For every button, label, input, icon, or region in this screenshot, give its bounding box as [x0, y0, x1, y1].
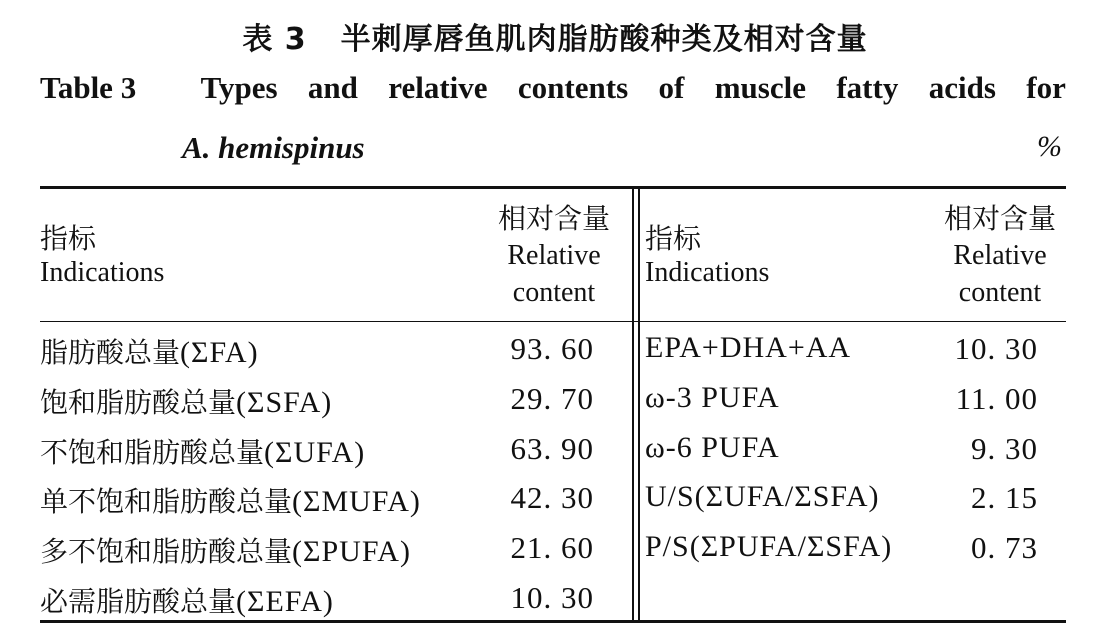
indication-cn: 单不饱和脂肪酸总量	[40, 485, 293, 519]
left-data-rows	[40, 325, 630, 624]
header-rule	[40, 321, 1066, 322]
indication-cn: 必需脂肪酸总量	[40, 584, 237, 618]
table-row	[645, 325, 1066, 375]
indication-cell	[40, 331, 259, 371]
caption-word: and	[307, 70, 358, 105]
table-row	[645, 425, 1066, 475]
indication-symbol: (ΣMUFA)	[292, 485, 421, 519]
table-row	[40, 375, 630, 425]
english-caption	[40, 70, 1066, 165]
species-name: A. hemispinus	[182, 130, 365, 165]
caption-word: muscle	[714, 70, 806, 105]
table-row	[645, 375, 1066, 425]
english-table-label: Table 3	[40, 70, 137, 105]
value-cell: 2. 15	[971, 480, 1038, 516]
value-cell: 42. 30	[510, 480, 594, 516]
table-row	[645, 524, 1066, 574]
indication-symbol: (ΣPUFA)	[292, 535, 411, 569]
indication-symbol: (ΣEFA)	[236, 584, 334, 618]
table-row	[40, 524, 630, 574]
indication-symbol: EPA+DHA+AA	[645, 331, 852, 364]
indication-symbol: ω-6 PUFA	[645, 430, 780, 464]
indication-cell	[40, 480, 421, 520]
relative-header-en-2: content	[958, 277, 1042, 308]
relative-header-en-2: content	[512, 277, 596, 308]
english-caption-line	[40, 70, 1066, 106]
table-row	[40, 474, 630, 524]
table-row	[40, 574, 630, 624]
column-divider-right	[638, 189, 640, 620]
chinese-caption	[0, 14, 1110, 58]
indication-symbol: (ΣSFA)	[236, 385, 333, 419]
table-row	[40, 425, 630, 475]
caption-word: of	[658, 70, 685, 105]
caption-word: acids	[928, 70, 996, 105]
indication-cell	[40, 580, 334, 620]
indications-header-cn: 指标	[645, 222, 702, 255]
caption-word: for	[1026, 70, 1066, 105]
left-indications-header	[40, 222, 164, 290]
chinese-table-label: 表 3	[242, 22, 307, 57]
indication-cell	[645, 331, 851, 365]
value-cell: 29. 70	[510, 380, 594, 416]
relative-header-en-1: Relative	[507, 240, 601, 271]
indication-cn: 不饱和脂肪酸总量	[40, 435, 265, 469]
right-data-rows	[645, 325, 1066, 574]
indication-symbol: (ΣUFA)	[264, 435, 366, 469]
column-divider-left	[632, 189, 634, 620]
indication-cn: 饱和脂肪酸总量	[40, 385, 237, 419]
table-row	[645, 474, 1066, 524]
indication-symbol: ω-3 PUFA	[645, 380, 780, 414]
indication-cn: 多不饱和脂肪酸总量	[40, 535, 293, 569]
relative-header-en-1: Relative	[953, 240, 1047, 271]
value-cell: 21. 60	[510, 530, 594, 566]
caption-word: Types	[200, 70, 278, 105]
right-indications-header	[645, 222, 769, 290]
value-cell: 63. 90	[510, 430, 594, 466]
relative-header-cn: 相对含量	[943, 202, 1056, 235]
indication-cell	[645, 381, 780, 415]
top-rule	[40, 186, 1066, 189]
indications-header-cn: 指标	[40, 222, 97, 255]
indications-header-en: Indications	[40, 257, 165, 288]
chinese-table-title: 半刺厚唇鱼肌肉脂肪酸种类及相对含量	[340, 22, 868, 57]
right-relative-header	[930, 200, 1070, 311]
value-cell: 10. 30	[954, 331, 1038, 366]
indication-symbol: (ΣFA)	[180, 336, 259, 369]
indication-cell	[645, 480, 880, 514]
caption-word: contents	[517, 70, 629, 105]
caption-word: relative	[388, 70, 488, 105]
value-cell: 10. 30	[510, 579, 594, 615]
unit-label: %	[1037, 130, 1062, 163]
left-relative-header	[484, 200, 624, 311]
value-cell: 9. 30	[971, 430, 1038, 466]
indications-header-en: Indications	[645, 257, 770, 288]
indication-cell	[40, 530, 411, 570]
indication-cell	[40, 431, 365, 471]
value-cell: 11. 00	[955, 380, 1038, 416]
value-cell: 93. 60	[510, 331, 594, 366]
relative-header-cn: 相对含量	[497, 202, 610, 235]
value-cell: 0. 73	[971, 530, 1038, 566]
table-row	[40, 325, 630, 375]
caption-word: fatty	[836, 70, 899, 105]
indication-symbol: P/S(ΣPUFA/ΣSFA)	[645, 530, 893, 564]
indication-cell	[645, 530, 892, 564]
indication-symbol: U/S(ΣUFA/ΣSFA)	[645, 480, 880, 514]
indication-cn: 脂肪酸总量	[40, 336, 181, 369]
indication-cell	[40, 381, 332, 421]
indication-cell	[645, 431, 780, 465]
